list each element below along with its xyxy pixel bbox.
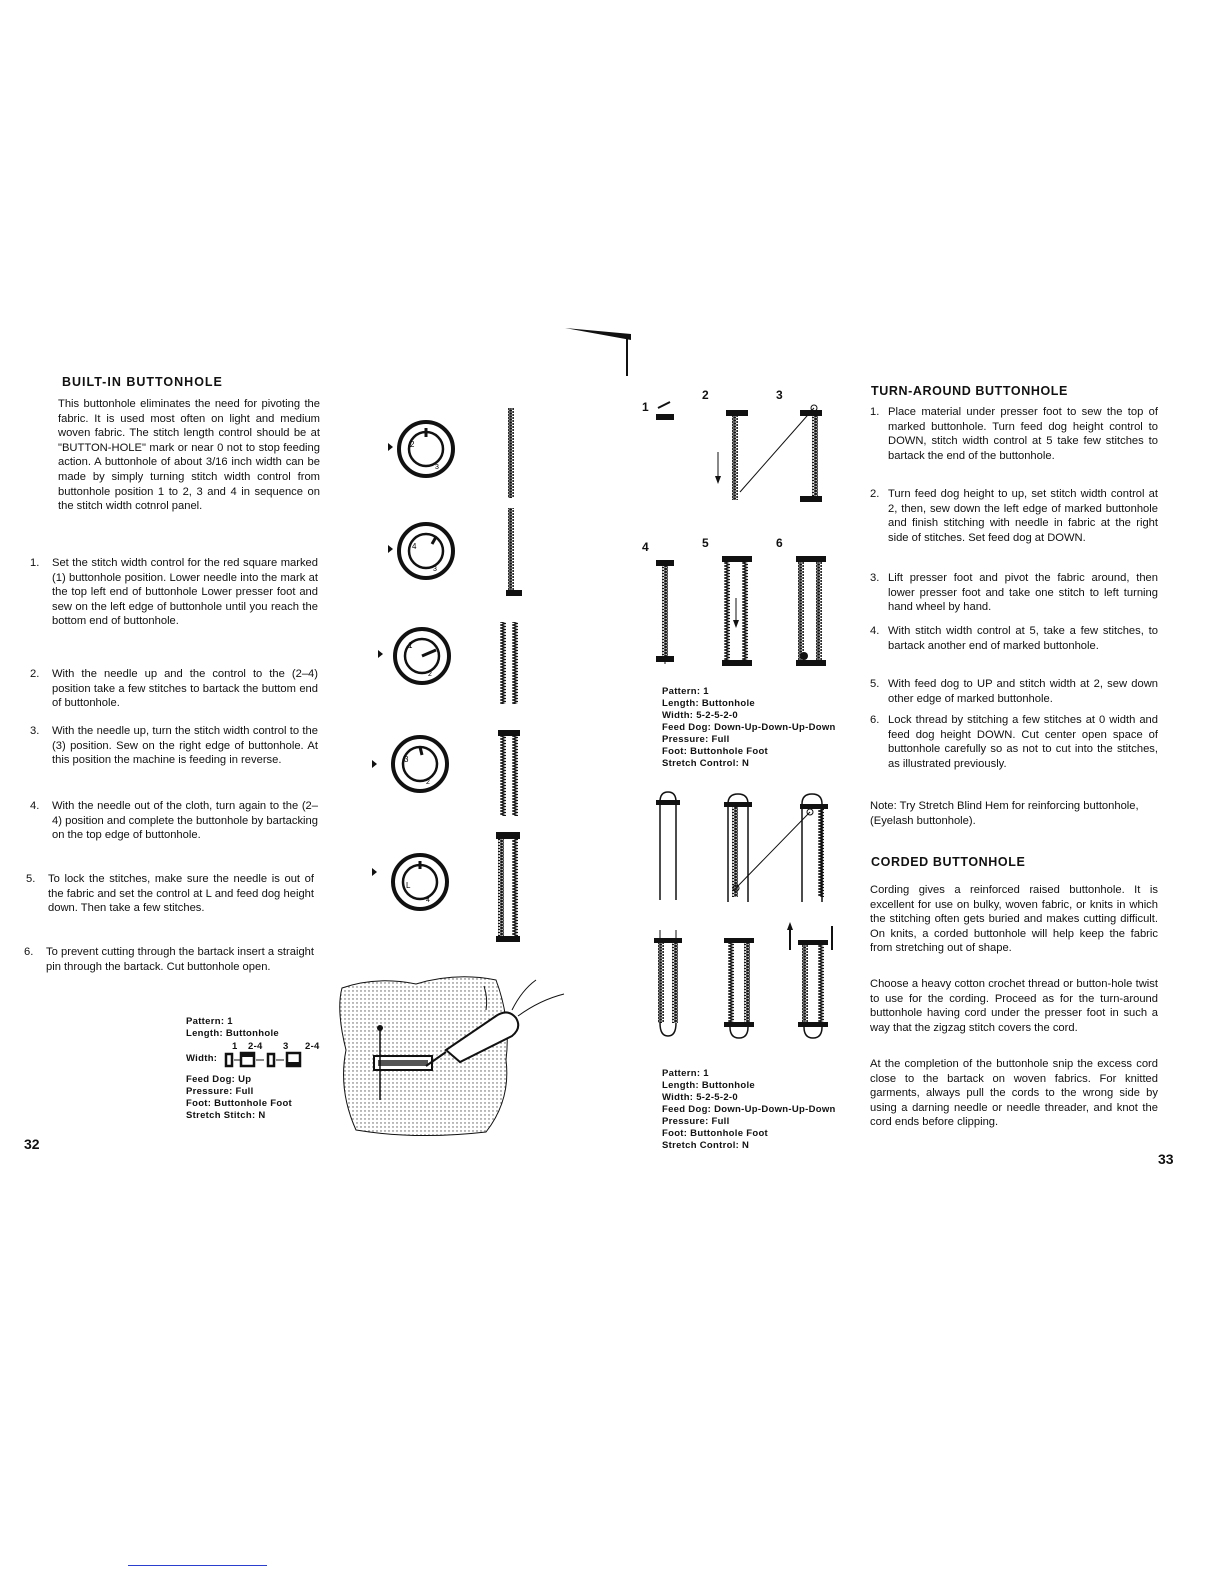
step-number: 2. — [30, 668, 40, 680]
step-number: 4. — [870, 625, 880, 637]
setting-foot: Foot: Buttonhole Foot — [186, 1098, 293, 1109]
setting-pattern: Pattern: 1 — [186, 1016, 233, 1027]
width-pos: 3 — [283, 1041, 289, 1052]
svg-text:2: 2 — [428, 671, 432, 678]
setting-pattern: Pattern: 1 — [662, 1068, 709, 1079]
step-text: With the needle out of the cloth, turn again to the (2–4) position and complete the buttonhole by bartacking on the top edge of buttonhole. — [52, 800, 318, 842]
svg-text:3: 3 — [435, 464, 439, 471]
left-settings-block — [186, 1016, 279, 1040]
svg-text:4: 4 — [412, 542, 417, 551]
setting-length: Length: Buttonhole — [186, 1028, 279, 1039]
width-indicator-boxes-icon — [224, 1052, 324, 1068]
setting-stretch: Stretch Control: N — [662, 1140, 750, 1151]
setting-pressure: Pressure: Full — [662, 734, 730, 745]
stitch-width-dial-icon — [370, 728, 460, 798]
stitch-width-dial-icon — [370, 848, 460, 918]
setting-width-label: Width: — [186, 1053, 218, 1064]
svg-text:1: 1 — [408, 641, 413, 650]
step-number: 6. — [870, 714, 880, 726]
step-text: Place material under presser foot to sew the top of marked buttonhole. Turn feed dog height control to DOWN, stitch width control at 5 take few stitches to bartack the end of the buttonhole. — [888, 406, 1158, 462]
left-settings-block-2 — [186, 1074, 292, 1122]
step-text: To prevent cutting through the bartack insert a straight pin through the bartack. Cut buttonhole open. — [46, 946, 314, 973]
turnaround-steps-1-3-diagram — [640, 392, 840, 512]
setting-length: Length: Buttonhole — [662, 1080, 755, 1091]
stitch-width-dial-icon — [388, 515, 458, 585]
width-pos: 2-4 — [248, 1041, 263, 1052]
corded-paragraph-2: Choose a heavy cotton crochet thread or button-hole twist to use for the cording. Proceed as for the turn-around buttonhole having cord under the presser foot in such a way that the zigzag stitch covers the cord. — [870, 978, 1158, 1034]
step-number: 5. — [26, 873, 36, 885]
step-label: 6 — [776, 536, 783, 550]
step-text: Turn feed dog height to up, set stitch width control at 2, then, sew down the left edge of marked buttonhole and finish stitching with needle in fabric at the right side of stitches. Set feed dog at DOWN. — [888, 488, 1158, 544]
heading-corded-buttonhole: CORDED BUTTONHOLE — [871, 855, 1026, 869]
setting-stretch: Stretch Stitch: N — [186, 1110, 266, 1121]
step-number: 3. — [870, 572, 880, 584]
stitch-width-dial-icon — [378, 620, 458, 690]
page-number-left: 32 — [24, 1136, 40, 1152]
center-settings-block-1 — [662, 686, 836, 770]
center-settings-block-2 — [662, 1068, 836, 1152]
step-number: 1. — [870, 406, 880, 418]
step-label: 2 — [702, 388, 709, 402]
corded-paragraph-3: At the completion of the buttonhole snip the excess cord close to the bartack on woven fabrics. For knitted garments, always pull the cords to the wrong side by using a darning needle or needle threader, and knot the cord ends before clipping. — [870, 1058, 1158, 1129]
step-number: 4. — [30, 800, 40, 812]
setting-pressure: Pressure: Full — [662, 1116, 730, 1127]
step-text: Lock thread by stitching a few stitches at 0 width and feed dog height DOWN. Cut center open space of buttonhole carefully so as not to cut into the stitches, as illustrated previously. — [888, 714, 1158, 770]
step-text: To lock the stitches, make sure the needle is out of the fabric and set the control at L and feed dog height down. Then take a few stitches. — [48, 873, 314, 915]
step-text: Lift presser foot and pivot the fabric around, then lower presser foot and take one stitch to left turning hand wheel by hand. — [888, 572, 1158, 614]
svg-text:2: 2 — [410, 440, 415, 449]
svg-text:4: 4 — [426, 897, 430, 904]
step-label: 4 — [642, 540, 649, 554]
step-number: 6. — [24, 946, 34, 958]
step-text: Set the stitch width control for the red square marked (1) buttonhole position. Lower needle into the mark at the top left end of buttonhole Lower presser foot and sew on the left edge of buttonhole until you reach the bottom end of buttonhole. — [52, 557, 318, 628]
page-number-right: 33 — [1158, 1151, 1174, 1167]
setting-feed-dog: Feed Dog: Down-Up-Down-Up-Down — [662, 1104, 836, 1115]
step-label: 1 — [642, 400, 649, 414]
svg-text:L: L — [406, 881, 411, 890]
cutting-buttonhole-illustration — [336, 970, 576, 1140]
buttonhole-progress-strips — [488, 400, 528, 960]
setting-stretch: Stretch Control: N — [662, 758, 750, 769]
setting-width: Width: 5-2-5-2-0 — [662, 1092, 738, 1103]
setting-foot: Foot: Buttonhole Foot — [662, 1128, 769, 1139]
svg-text:3: 3 — [404, 755, 409, 764]
corded-buttonhole-diagram — [650, 790, 840, 1050]
stitch-width-dial-icon — [388, 415, 458, 485]
turn-around-note: Note: Try Stretch Blind Hem for reinforcing buttonhole, (Eyelash buttonhole). — [870, 800, 1139, 827]
step-number: 1. — [30, 557, 40, 569]
step-text: With the needle up and the control to the (2–4) position take a few stitches to bartack the buttom end of buttonhole. — [52, 668, 318, 710]
width-pos: 1 — [232, 1041, 238, 1052]
svg-text:3: 3 — [433, 566, 437, 573]
turnaround-steps-4-6-diagram — [640, 548, 840, 678]
step-number: 5. — [870, 678, 880, 690]
setting-feed-dog: Feed Dog: Up — [186, 1074, 252, 1085]
built-in-intro: This buttonhole eliminates the need for pivoting the fabric. It is used most often on light and medium woven fabric. The stitch length control should be at "BUTTON-HOLE" mark or near 0 not to stop feeding action. A buttonhole of about 3/16 inch width can be made by simply turning stitch width control from buttonhole position 1 to 2, 3 and 4 in sequence on the stitch width cotnrol panel. — [58, 398, 320, 513]
page-fold-mark — [565, 326, 655, 386]
setting-length: Length: Buttonhole — [662, 698, 755, 709]
setting-foot: Foot: Buttonhole Foot — [662, 746, 769, 757]
corded-paragraph-1: Cording gives a reinforced raised buttonhole. It is excellent for use on bulky, woven fabric, or knits in which the stitching often gets buried and makes cutting difficult. On knits, a corded buttonhole will help keep the fabric from stretching out of shape. — [870, 884, 1158, 955]
step-text: With feed dog to UP and stitch width at 2, sew down other edge of marked buttonhole. — [888, 678, 1158, 705]
step-text: With stitch width control at 5, take a few stitches, to bartack another end of marked buttonhole. — [888, 625, 1158, 652]
svg-text:2: 2 — [426, 779, 430, 786]
setting-pressure: Pressure: Full — [186, 1086, 254, 1097]
step-label: 3 — [776, 388, 783, 402]
setting-feed-dog: Feed Dog: Down-Up-Down-Up-Down — [662, 722, 836, 733]
step-number: 2. — [870, 488, 880, 500]
footer-rule — [128, 1565, 267, 1566]
setting-pattern: Pattern: 1 — [662, 686, 709, 697]
width-pos: 2-4 — [305, 1041, 320, 1052]
step-text: With the needle up, turn the stitch width control to the (3) position. Sew on the right edge of buttonhole. At this position the machine is feeding in reverse. — [52, 725, 318, 767]
step-label: 5 — [702, 536, 709, 550]
heading-built-in-buttonhole: BUILT-IN BUTTONHOLE — [62, 375, 223, 389]
setting-width: Width: 5-2-5-2-0 — [662, 710, 738, 721]
heading-turn-around-buttonhole: TURN-AROUND BUTTONHOLE — [871, 384, 1068, 398]
step-number: 3. — [30, 725, 40, 737]
